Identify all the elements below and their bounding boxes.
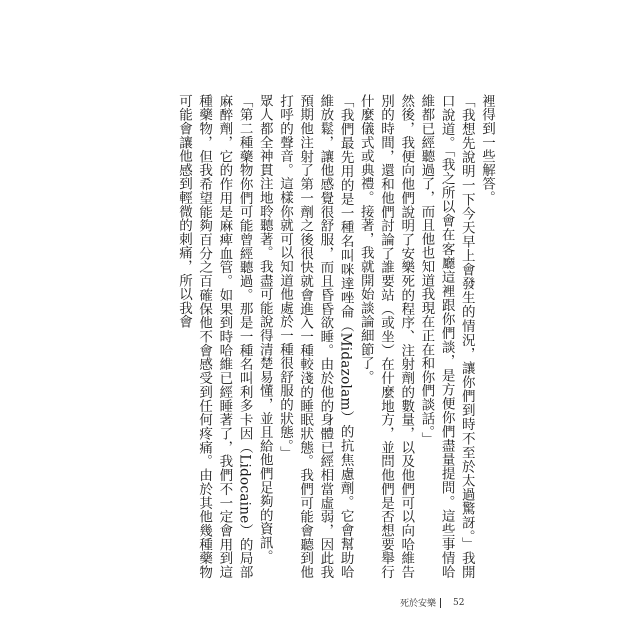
paragraph: 眾人都全神貫注地聆聽著。我盡可能說得清楚易懂，並且給他們足夠的資訊。 (256, 94, 273, 564)
paragraph: 「我想先說明一下今天早上會發生的情況，讓你們到時不至於太過驚訝。」我開口說道。「我之所以會在客廳這裡跟你們談，是方便你們盡量提問。這些事情哈維都已經聽過了，而且他也知道我現在正在和你們談話。」 (418, 94, 475, 579)
paragraph: 「我們最先用的是一種名叫咪達唑侖（Midazolam）的抗焦慮劑。它會幫助哈維放鬆，讓他感覺很舒服，而且昏昏欲睡。由於他的身體已經相當虛弱，因此我預期他注射了第一劑之後很快就會進入一種較淺的睡眠狀態。我們可能會聽到他打呼的聲音。這樣你就可以知道他處於一種很舒服的狀態。」 (276, 94, 354, 579)
paragraph: 裡得到一些解答。 (479, 94, 495, 205)
footer-divider (440, 598, 441, 608)
running-title: 死於安樂 (400, 599, 437, 609)
page-number: 52 (453, 597, 465, 608)
paragraph: 「第二種藥物你們可能曾經聽過。那是一種名叫利多卡因（Lidocaine）的局部麻醉劑，它的作用是麻痺血管。如果到時哈維已經睡著了，我們不一定會用到這種藥物，但我希望能夠百分之百確保他不會感受到任何疼痛。由於其他幾種藥物可能會讓他感到輕微的刺痛，所以我會 (175, 94, 253, 579)
page-footer (400, 596, 464, 609)
paragraph: 然後，我便向他們說明了安樂死的程序、注射劑的數量，以及他們可以向哈維告別的時間，還和他們討論了誰要站（或坐）在什麼地方，並問他們是否想要舉行什麼儀式或典禮。接著，我就開始談論細節了。 (357, 94, 415, 579)
body-text (152, 94, 497, 579)
